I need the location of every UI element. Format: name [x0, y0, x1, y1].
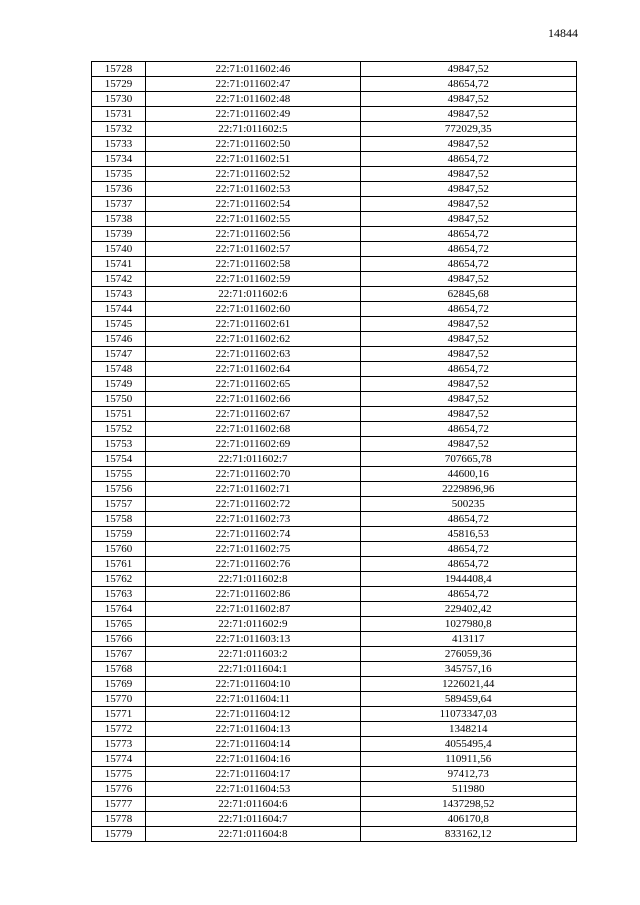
cadastral-number-cell: 22:71:011603:13 — [146, 632, 360, 647]
cadastral-value-cell: 45816,53 — [360, 527, 576, 542]
row-number-cell: 15766 — [92, 632, 146, 647]
table-row — [92, 737, 577, 752]
cadastral-number-cell: 22:71:011602:7 — [146, 452, 360, 467]
table-row — [92, 257, 577, 272]
table-row — [92, 587, 577, 602]
row-number-cell: 15773 — [92, 737, 146, 752]
table-row — [92, 812, 577, 827]
cadastral-value-cell: 48654,72 — [360, 77, 576, 92]
table-row — [92, 767, 577, 782]
row-number-cell: 15779 — [92, 827, 146, 842]
table-row — [92, 497, 577, 512]
row-number-cell: 15778 — [92, 812, 146, 827]
cadastral-value-cell: 48654,72 — [360, 587, 576, 602]
cadastral-number-cell: 22:71:011604:1 — [146, 662, 360, 677]
row-number-cell: 15738 — [92, 212, 146, 227]
table-row — [92, 722, 577, 737]
cadastral-number-cell: 22:71:011602:57 — [146, 242, 360, 257]
table-row — [92, 572, 577, 587]
row-number-cell: 15751 — [92, 407, 146, 422]
table-row — [92, 212, 577, 227]
cadastral-number-cell: 22:71:011604:7 — [146, 812, 360, 827]
cadastral-number-cell: 22:71:011604:14 — [146, 737, 360, 752]
row-number-cell: 15753 — [92, 437, 146, 452]
row-number-cell: 15733 — [92, 137, 146, 152]
table-row — [92, 422, 577, 437]
table-row — [92, 302, 577, 317]
table-row — [92, 242, 577, 257]
cadastral-value-cell: 49847,52 — [360, 182, 576, 197]
row-number-cell: 15743 — [92, 287, 146, 302]
cadastral-number-cell: 22:71:011602:49 — [146, 107, 360, 122]
cadastral-value-cell: 49847,52 — [360, 272, 576, 287]
page-number: 14844 — [548, 26, 578, 40]
table-row — [92, 152, 577, 167]
table-row — [92, 452, 577, 467]
cadastral-number-cell: 22:71:011602:68 — [146, 422, 360, 437]
cadastral-number-cell: 22:71:011602:63 — [146, 347, 360, 362]
table-row — [92, 437, 577, 452]
cadastral-number-cell: 22:71:011602:60 — [146, 302, 360, 317]
cadastral-value-cell: 772029,35 — [360, 122, 576, 137]
table-row — [92, 362, 577, 377]
row-number-cell: 15737 — [92, 197, 146, 212]
row-number-cell: 15758 — [92, 512, 146, 527]
row-number-cell: 15747 — [92, 347, 146, 362]
cadastral-value-cell: 229402,42 — [360, 602, 576, 617]
table-row — [92, 482, 577, 497]
cadastral-value-cell: 48654,72 — [360, 422, 576, 437]
row-number-cell: 15742 — [92, 272, 146, 287]
cadastral-value-cell: 1437298,52 — [360, 797, 576, 812]
cadastral-number-cell: 22:71:011604:6 — [146, 797, 360, 812]
cadastral-value-cell: 49847,52 — [360, 407, 576, 422]
cadastral-value-cell: 1944408,4 — [360, 572, 576, 587]
row-number-cell: 15736 — [92, 182, 146, 197]
row-number-cell: 15741 — [92, 257, 146, 272]
cadastral-value-cell: 49847,52 — [360, 212, 576, 227]
cadastral-number-cell: 22:71:011604:11 — [146, 692, 360, 707]
table-row — [92, 647, 577, 662]
table-row — [92, 827, 577, 842]
row-number-cell: 15776 — [92, 782, 146, 797]
row-number-cell: 15746 — [92, 332, 146, 347]
table-row — [92, 602, 577, 617]
row-number-cell: 15770 — [92, 692, 146, 707]
cadastral-number-cell: 22:71:011602:74 — [146, 527, 360, 542]
cadastral-value-cell: 276059,36 — [360, 647, 576, 662]
row-number-cell: 15765 — [92, 617, 146, 632]
row-number-cell: 15762 — [92, 572, 146, 587]
cadastral-value-cell: 48654,72 — [360, 152, 576, 167]
cadastral-number-cell: 22:71:011602:50 — [146, 137, 360, 152]
cadastral-number-cell: 22:71:011602:52 — [146, 167, 360, 182]
cadastral-value-cell: 49847,52 — [360, 347, 576, 362]
table-row — [92, 77, 577, 92]
cadastral-number-cell: 22:71:011602:72 — [146, 497, 360, 512]
cadastral-value-cell: 49847,52 — [360, 167, 576, 182]
cadastral-number-cell: 22:71:011602:70 — [146, 467, 360, 482]
cadastral-value-cell: 48654,72 — [360, 257, 576, 272]
cadastral-number-cell: 22:71:011602:73 — [146, 512, 360, 527]
table-body — [92, 62, 577, 842]
cadastral-number-cell: 22:71:011602:75 — [146, 542, 360, 557]
cadastral-value-cell: 97412,73 — [360, 767, 576, 782]
cadastral-number-cell: 22:71:011604:10 — [146, 677, 360, 692]
table-row — [92, 332, 577, 347]
cadastral-value-cell: 48654,72 — [360, 542, 576, 557]
cadastral-number-cell: 22:71:011602:46 — [146, 62, 360, 77]
table-row — [92, 632, 577, 647]
table-row — [92, 272, 577, 287]
cadastral-value-cell: 1226021,44 — [360, 677, 576, 692]
table-row — [92, 512, 577, 527]
row-number-cell: 15728 — [92, 62, 146, 77]
table-row — [92, 377, 577, 392]
cadastral-number-cell: 22:71:011602:87 — [146, 602, 360, 617]
cadastral-value-cell: 49847,52 — [360, 317, 576, 332]
row-number-cell: 15740 — [92, 242, 146, 257]
row-number-cell: 15731 — [92, 107, 146, 122]
table-row — [92, 227, 577, 242]
row-number-cell: 15745 — [92, 317, 146, 332]
table-row — [92, 347, 577, 362]
cadastral-value-cell: 1348214 — [360, 722, 576, 737]
cadastral-value-cell: 707665,78 — [360, 452, 576, 467]
row-number-cell: 15771 — [92, 707, 146, 722]
cadastral-value-table — [91, 61, 577, 842]
row-number-cell: 15767 — [92, 647, 146, 662]
row-number-cell: 15768 — [92, 662, 146, 677]
table-row — [92, 797, 577, 812]
cadastral-number-cell: 22:71:011604:16 — [146, 752, 360, 767]
cadastral-number-cell: 22:71:011602:54 — [146, 197, 360, 212]
table-row — [92, 542, 577, 557]
cadastral-value-cell: 49847,52 — [360, 377, 576, 392]
cadastral-value-cell: 49847,52 — [360, 392, 576, 407]
cadastral-number-cell: 22:71:011602:71 — [146, 482, 360, 497]
row-number-cell: 15734 — [92, 152, 146, 167]
table-row — [92, 467, 577, 482]
cadastral-number-cell: 22:71:011602:58 — [146, 257, 360, 272]
cadastral-value-cell: 345757,16 — [360, 662, 576, 677]
cadastral-value-cell: 49847,52 — [360, 332, 576, 347]
cadastral-value-cell: 48654,72 — [360, 242, 576, 257]
table-row — [92, 617, 577, 632]
table-row — [92, 287, 577, 302]
cadastral-number-cell: 22:71:011602:48 — [146, 92, 360, 107]
cadastral-value-cell: 589459,64 — [360, 692, 576, 707]
table-row — [92, 677, 577, 692]
cadastral-value-cell: 413117 — [360, 632, 576, 647]
cadastral-value-cell: 2229896,96 — [360, 482, 576, 497]
row-number-cell: 15755 — [92, 467, 146, 482]
cadastral-number-cell: 22:71:011602:66 — [146, 392, 360, 407]
table-row — [92, 197, 577, 212]
cadastral-value-cell: 49847,52 — [360, 107, 576, 122]
cadastral-value-cell: 48654,72 — [360, 302, 576, 317]
row-number-cell: 15732 — [92, 122, 146, 137]
cadastral-number-cell: 22:71:011602:59 — [146, 272, 360, 287]
cadastral-number-cell: 22:71:011602:62 — [146, 332, 360, 347]
table-row — [92, 752, 577, 767]
row-number-cell: 15735 — [92, 167, 146, 182]
row-number-cell: 15729 — [92, 77, 146, 92]
row-number-cell: 15759 — [92, 527, 146, 542]
row-number-cell: 15772 — [92, 722, 146, 737]
table-row — [92, 107, 577, 122]
cadastral-value-cell: 48654,72 — [360, 557, 576, 572]
cadastral-number-cell: 22:71:011602:9 — [146, 617, 360, 632]
table-row — [92, 92, 577, 107]
row-number-cell: 15760 — [92, 542, 146, 557]
cadastral-value-cell: 406170,8 — [360, 812, 576, 827]
table-row — [92, 392, 577, 407]
cadastral-number-cell: 22:71:011602:53 — [146, 182, 360, 197]
cadastral-number-cell: 22:71:011602:47 — [146, 77, 360, 92]
cadastral-value-cell: 500235 — [360, 497, 576, 512]
row-number-cell: 15756 — [92, 482, 146, 497]
row-number-cell: 15739 — [92, 227, 146, 242]
row-number-cell: 15777 — [92, 797, 146, 812]
cadastral-number-cell: 22:71:011602:5 — [146, 122, 360, 137]
cadastral-value-cell: 48654,72 — [360, 512, 576, 527]
cadastral-number-cell: 22:71:011602:8 — [146, 572, 360, 587]
table-row — [92, 782, 577, 797]
cadastral-number-cell: 22:71:011602:67 — [146, 407, 360, 422]
row-number-cell: 15764 — [92, 602, 146, 617]
cadastral-number-cell: 22:71:011602:76 — [146, 557, 360, 572]
cadastral-value-cell: 11073347,03 — [360, 707, 576, 722]
cadastral-value-cell: 49847,52 — [360, 197, 576, 212]
row-number-cell: 15754 — [92, 452, 146, 467]
row-number-cell: 15730 — [92, 92, 146, 107]
table-row — [92, 707, 577, 722]
cadastral-number-cell: 22:71:011602:69 — [146, 437, 360, 452]
cadastral-number-cell: 22:71:011602:55 — [146, 212, 360, 227]
cadastral-value-cell: 48654,72 — [360, 227, 576, 242]
table-row — [92, 167, 577, 182]
cadastral-number-cell: 22:71:011604:8 — [146, 827, 360, 842]
row-number-cell: 15769 — [92, 677, 146, 692]
cadastral-value-cell: 62845,68 — [360, 287, 576, 302]
cadastral-number-cell: 22:71:011604:12 — [146, 707, 360, 722]
row-number-cell: 15752 — [92, 422, 146, 437]
table-row — [92, 557, 577, 572]
cadastral-number-cell: 22:71:011602:51 — [146, 152, 360, 167]
row-number-cell: 15744 — [92, 302, 146, 317]
cadastral-value-cell: 49847,52 — [360, 437, 576, 452]
table-row — [92, 317, 577, 332]
table-row — [92, 692, 577, 707]
cadastral-number-cell: 22:71:011602:61 — [146, 317, 360, 332]
cadastral-value-cell: 110911,56 — [360, 752, 576, 767]
cadastral-number-cell: 22:71:011603:2 — [146, 647, 360, 662]
cadastral-number-cell: 22:71:011602:65 — [146, 377, 360, 392]
table-row — [92, 122, 577, 137]
table-row — [92, 137, 577, 152]
table-row — [92, 182, 577, 197]
row-number-cell: 15749 — [92, 377, 146, 392]
table-row — [92, 62, 577, 77]
row-number-cell: 15750 — [92, 392, 146, 407]
cadastral-number-cell: 22:71:011602:6 — [146, 287, 360, 302]
cadastral-number-cell: 22:71:011602:56 — [146, 227, 360, 242]
cadastral-value-cell: 4055495,4 — [360, 737, 576, 752]
cadastral-value-cell: 1027980,8 — [360, 617, 576, 632]
cadastral-value-cell: 49847,52 — [360, 137, 576, 152]
cadastral-number-cell: 22:71:011604:53 — [146, 782, 360, 797]
cadastral-value-cell: 48654,72 — [360, 362, 576, 377]
cadastral-value-cell: 511980 — [360, 782, 576, 797]
row-number-cell: 15761 — [92, 557, 146, 572]
row-number-cell: 15748 — [92, 362, 146, 377]
cadastral-number-cell: 22:71:011604:13 — [146, 722, 360, 737]
cadastral-value-cell: 49847,52 — [360, 62, 576, 77]
cadastral-value-cell: 833162,12 — [360, 827, 576, 842]
row-number-cell: 15757 — [92, 497, 146, 512]
row-number-cell: 15763 — [92, 587, 146, 602]
cadastral-value-cell: 49847,52 — [360, 92, 576, 107]
table-row — [92, 662, 577, 677]
cadastral-number-cell: 22:71:011602:86 — [146, 587, 360, 602]
cadastral-number-cell: 22:71:011604:17 — [146, 767, 360, 782]
cadastral-number-cell: 22:71:011602:64 — [146, 362, 360, 377]
cadastral-value-cell: 44600,16 — [360, 467, 576, 482]
row-number-cell: 15775 — [92, 767, 146, 782]
table-row — [92, 407, 577, 422]
row-number-cell: 15774 — [92, 752, 146, 767]
table-row — [92, 527, 577, 542]
